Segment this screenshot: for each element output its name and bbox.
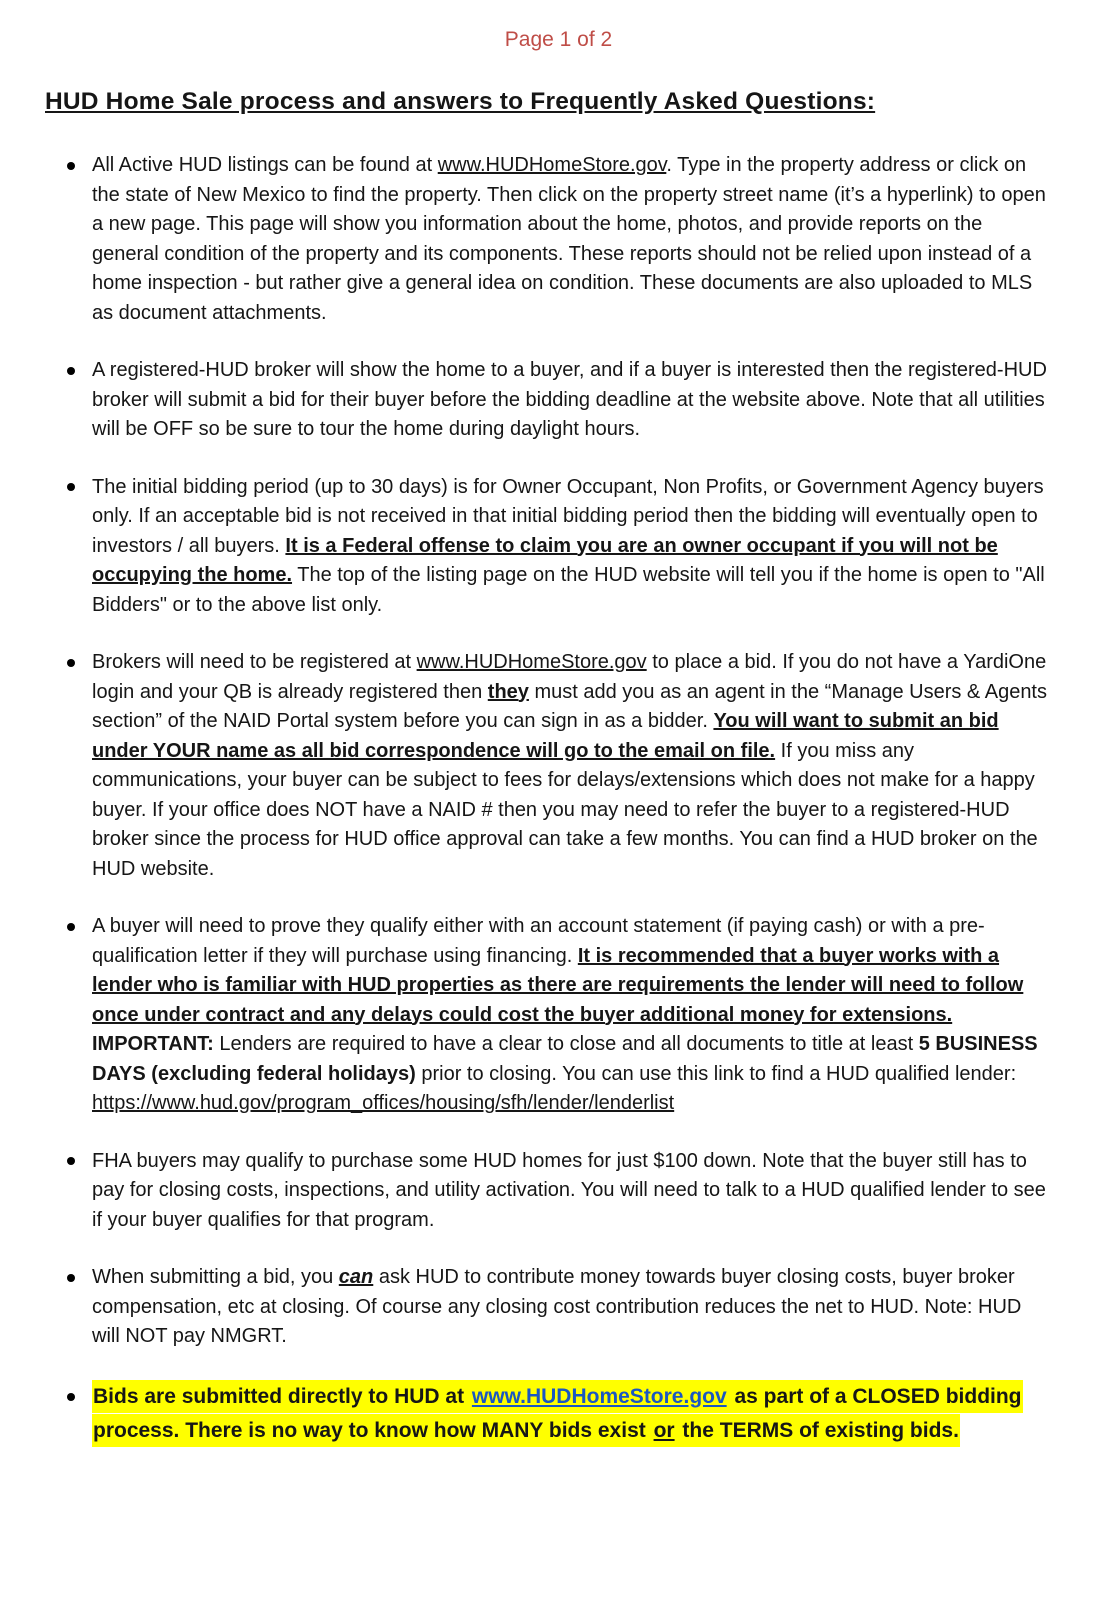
emphasis-run: IMPORTANT: — [92, 1033, 214, 1055]
hud-lenderlist-link[interactable]: https://www.hud.gov/program_offices/housing/sfh/lender/lenderlist — [92, 1092, 675, 1114]
bullet-text — [92, 151, 1048, 328]
bullet-text — [92, 912, 1048, 1119]
list-item — [92, 151, 1048, 328]
bullet-text — [92, 1147, 1048, 1236]
faq-list — [92, 151, 1048, 1449]
emphasis-run: It is a Federal offense to claim you are an owner occupant if you will not be occupying the home. — [92, 534, 998, 586]
text-run: prior to closing. You can use this link to find a HUD qualified lender: — [415, 1062, 1017, 1085]
hudhomestore-link[interactable]: www.HUDHomeStore.gov — [437, 154, 667, 176]
text-run: ask HUD to contribute money towards buyer closing costs, buyer broker compensation, etc at closing. Of course any closing cost contribution reduces the net to HUD. Note: HUD will NOT pay NMGRT. — [92, 1266, 1022, 1347]
text-run: If you miss any communications, your buyer can be subject to fees for delays/extensions which does not make for a happy buyer. If your office does NOT have a NAID # then you may need to refer the buyer to a registered-HUD broker since the process for HUD office approval can take a few months. You can find a HUD broker on the HUD website. — [92, 739, 1038, 880]
bullet-text — [92, 473, 1048, 621]
text-run: the TERMS of existing bids. — [676, 1414, 960, 1447]
emphasis-run: You will want to submit an bid under YOUR name as all bid correspondence will go to the email on file. — [92, 710, 999, 762]
text-run: Bids are submitted directly to HUD at — [92, 1380, 471, 1413]
text-run: as part of a CLOSED bidding process. There is no way to know how MANY bids exist — [92, 1380, 1023, 1448]
bullet-text — [92, 356, 1048, 445]
list-item — [92, 473, 1048, 621]
text-run: to place a bid. If you do not have a YardiOne login and your QB is already registered then — [92, 651, 1047, 703]
text-run: Brokers will need to be registered at — [92, 651, 417, 673]
text-run: . Type in the property address or click on the state of New Mexico to find the property. Then click on the property street name (it’s a hyperlink) to open a new page. This page will show you information about the home, photos, and provide reports on the general condition of the property and its components. These reports should not be relied upon instead of a home inspection - but rather give a general idea on condition. These documents are also uploaded to MLS as document attachments. — [92, 154, 1046, 324]
bullet-icon — [67, 923, 75, 931]
emphasis-run: 5 BUSINESS DAYS (excluding federal holidays) — [92, 1033, 1038, 1085]
text-run: The initial bidding period (up to 30 days) is for Owner Occupant, Non Profits, or Government Agency buyers only. If an acceptable bid is not received in that initial bidding period then the bidding will eventually open to investors / all buyers. — [92, 475, 1044, 557]
list-item — [92, 1147, 1048, 1236]
text-run: must add you as an agent in the “Manage Users & Agents section” of the NAID Portal system before you can sign in as a bidder. — [92, 680, 1047, 732]
bullet-icon — [67, 367, 75, 375]
emphasis-run: they — [487, 680, 529, 703]
bullet-icon — [67, 1393, 75, 1401]
bullet-icon — [67, 162, 75, 170]
list-item — [92, 1263, 1048, 1352]
text-run: When submitting a bid, you — [92, 1266, 339, 1288]
list-item — [92, 1380, 1048, 1449]
bullet-text — [92, 1380, 1048, 1449]
text-run: FHA buyers may qualify to purchase some HUD homes for just $100 down. Note that the buyer still has to pay for closing costs, inspections, and utility activation. You will need to talk to a HUD qualified lender to see if your buyer qualifies for that program. — [92, 1149, 1046, 1231]
text-run: The top of the listing page on the HUD website will tell you if the home is open to "All Bidders" or to the above list only. — [92, 564, 1045, 616]
bullet-icon — [67, 1157, 75, 1165]
bullet-icon — [67, 659, 75, 667]
hudhomestore-link[interactable]: www.HUDHomeStore.gov — [471, 1380, 728, 1413]
hudhomestore-link[interactable]: www.HUDHomeStore.gov — [416, 651, 647, 673]
text-run: A buyer will need to prove they qualify either with an account statement (if paying cash) or with a pre-qualification letter if they will purchase using financing. — [92, 915, 985, 967]
page-title: HUD Home Sale process and answers to Frequently Asked Questions: — [45, 88, 876, 115]
list-item — [92, 648, 1048, 884]
bullet-icon — [67, 483, 75, 491]
text-run: A registered-HUD broker will show the home to a buyer, and if a buyer is interested then the registered-HUD broker will submit a bid for their buyer before the bidding deadline at the website above. Note that all utilities will be OFF so be sure to tour the home during daylight hours. — [92, 359, 1047, 440]
list-item — [92, 912, 1048, 1119]
page-indicator: Page 1 of 2 — [504, 28, 613, 51]
emphasis-run: or — [653, 1414, 676, 1447]
list-item — [92, 356, 1048, 445]
bullet-text — [92, 1263, 1048, 1352]
text-run: Lenders are required to have a clear to close and all documents to title at least — [213, 1033, 919, 1055]
text-run: All Active HUD listings can be found at — [92, 154, 438, 176]
emphasis-run: It is recommended that a buyer works with a lender who is familiar with HUD properties as there are requirements the lender will need to follow once under contract and any delays could cost the buyer additional money for extensions. — [92, 944, 1024, 1026]
bullet-icon — [67, 1274, 75, 1282]
emphasis-run: can — [338, 1266, 374, 1288]
bullet-text — [92, 648, 1048, 884]
